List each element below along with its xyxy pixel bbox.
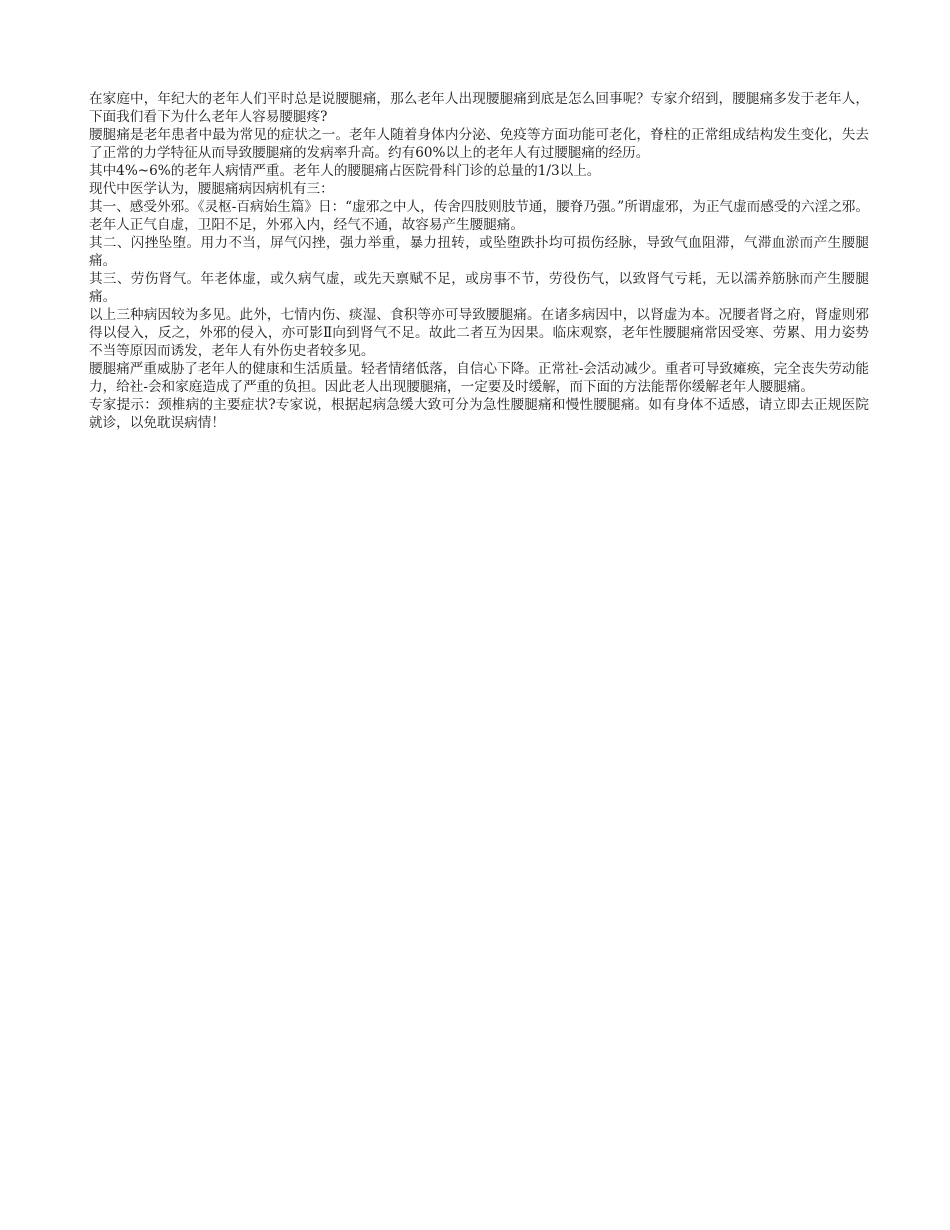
paragraph-cause-one: 其一、感受外邪。《灵枢-百病始生篇》日：“虚邪之中人，传舍四肢则肢节通，腰脊乃强。”所谓虚邪，为正气虚而感受的六淫之邪。老年人正气自虚，卫阳不足，外邪入内，经气不通，故容易产生腰腿痛。 xyxy=(89,199,869,233)
paragraph-cause-three: 其三、劳伤肾气。年老体虚，或久病气虚，或先天禀赋不足，或房事不节，劳役伤气，以致肾气亏耗，无以濡养筋脉而产生腰腿痛。 xyxy=(89,271,869,305)
paragraph-impact: 腰腿痛严重威胁了老年人的健康和生活质量。轻者情绪低落，自信心下降。正常社-会活动减少。重者可导致瘫痪，完全丧失劳动能力，给社-会和家庭造成了严重的负担。因此老人出现腰腿痛，一定要及时缓解，而下面的方法能帮你缓解老年人腰腿痛。 xyxy=(89,361,869,395)
paragraph-statistics: 其中4%~6%的老年人病情严重。老年人的腰腿痛占医院骨科门诊的总量的1/3以上。 xyxy=(89,163,601,179)
paragraph-intro: 在家庭中，年纪大的老年人们平时总是说腰腿痛，那么老年人出现腰腿痛到底是怎么回事呢？专家介绍到，腰腿痛多发于老年人，下面我们看下为什么老年人容易腰腿疼? xyxy=(89,91,869,125)
document-body xyxy=(89,90,869,432)
paragraph-summary: 以上三种病因较为多见。此外，七情内伤、痰湿、食积等亦可导致腰腿痛。在诸多病因中，以肾虚为本。况腰者肾之府，肾虚则邪得以侵入，反之，外邪的侵入，亦可影Ⅱ向到肾气不足。故此二者互为因果。临床观察，老年性腰腿痛常因受寒、劳累、用力姿势不当等原因而诱发，老年人有外伤史者较多见。 xyxy=(89,307,869,359)
paragraph-tcm-heading: 现代中医学认为，腰腿痛病因病机有三： xyxy=(89,181,334,197)
paragraph-overview: 腰腿痛是老年患者中最为常见的症状之一。老年人随着身体内分泌、免疫等方面功能可老化，脊柱的正常组成结构发生变化，失去了正常的力学特征从而导致腰腿痛的发病率升高。约有60%以上的老年人有过腰腿痛的经历。 xyxy=(89,127,869,161)
paragraph-cause-two: 其二、闪挫坠堕。用力不当，屏气闪挫，强力举重，暴力扭转，或坠堕跌扑均可损伤经脉，导致气血阻滞，气滞血淤而产生腰腿痛。 xyxy=(89,235,869,269)
paragraph-expert-tip: 专家提示：颈椎病的主要症状?专家说，根据起病急缓大致可分为急性腰腿痛和慢性腰腿痛。如有身体不适感，请立即去正规医院就诊，以免耽误病情！ xyxy=(89,397,869,431)
